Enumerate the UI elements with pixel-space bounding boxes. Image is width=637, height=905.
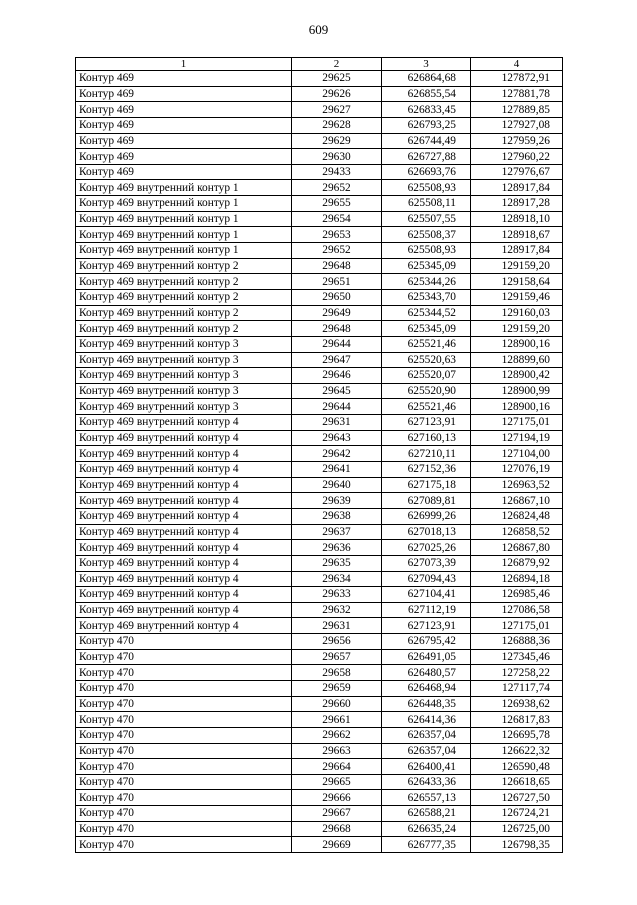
table-row <box>76 696 563 712</box>
x-coordinate-cell: 626793,25 <box>382 117 471 133</box>
contour-name-cell: Контур 469 внутренний контур 3 <box>76 336 292 352</box>
point-number-cell: 29664 <box>292 759 382 775</box>
x-coordinate-cell: 626864,68 <box>382 71 471 87</box>
contour-name-cell: Контур 469 внутренний контур 4 <box>76 587 292 603</box>
coordinates-table <box>75 57 563 853</box>
table-row <box>76 196 563 212</box>
point-number-cell: 29669 <box>292 837 382 853</box>
contour-name-cell: Контур 469 внутренний контур 3 <box>76 383 292 399</box>
x-coordinate-cell: 626999,26 <box>382 508 471 524</box>
y-coordinate-cell: 126798,35 <box>471 837 563 853</box>
contour-name-cell: Контур 469 <box>76 117 292 133</box>
x-coordinate-cell: 627123,91 <box>382 415 471 431</box>
point-number-cell: 29648 <box>292 321 382 337</box>
table-row <box>76 759 563 775</box>
point-number-cell: 29650 <box>292 289 382 305</box>
contour-name-cell: Контур 470 <box>76 743 292 759</box>
contour-name-cell: Контур 469 внутренний контур 1 <box>76 196 292 212</box>
x-coordinate-cell: 625521,46 <box>382 336 471 352</box>
point-number-cell: 29649 <box>292 305 382 321</box>
x-coordinate-cell: 625343,70 <box>382 289 471 305</box>
contour-name-cell: Контур 469 <box>76 71 292 87</box>
point-number-cell: 29652 <box>292 243 382 259</box>
page-number: 609 <box>308 22 329 37</box>
contour-name-cell: Контур 470 <box>76 634 292 650</box>
y-coordinate-cell: 128900,42 <box>471 368 563 384</box>
contour-name-cell: Контур 469 <box>76 133 292 149</box>
y-coordinate-cell: 127959,26 <box>471 133 563 149</box>
y-coordinate-cell: 127175,01 <box>471 415 563 431</box>
x-coordinate-cell: 626491,05 <box>382 649 471 665</box>
table-row <box>76 540 563 556</box>
contour-name-cell: Контур 470 <box>76 712 292 728</box>
x-coordinate-cell: 626727,88 <box>382 149 471 165</box>
y-coordinate-cell: 127175,01 <box>471 618 563 634</box>
contour-name-cell: Контур 469 внутренний контур 4 <box>76 602 292 618</box>
y-coordinate-cell: 129159,46 <box>471 289 563 305</box>
point-number-cell: 29666 <box>292 790 382 806</box>
point-number-cell: 29433 <box>292 164 382 180</box>
table-row <box>76 571 563 587</box>
y-coordinate-cell: 127881,78 <box>471 86 563 102</box>
table-row <box>76 305 563 321</box>
point-number-cell: 29648 <box>292 258 382 274</box>
point-number-cell: 29625 <box>292 71 382 87</box>
point-number-cell: 29647 <box>292 352 382 368</box>
point-number-cell: 29658 <box>292 665 382 681</box>
y-coordinate-cell: 127258,22 <box>471 665 563 681</box>
point-number-cell: 29661 <box>292 712 382 728</box>
table-header <box>76 58 563 71</box>
contour-name-cell: Контур 469 внутренний контур 2 <box>76 321 292 337</box>
contour-name-cell: Контур 469 внутренний контур 1 <box>76 211 292 227</box>
x-coordinate-cell: 627123,91 <box>382 618 471 634</box>
x-coordinate-cell: 626833,45 <box>382 102 471 118</box>
contour-name-cell: Контур 469 внутренний контур 4 <box>76 415 292 431</box>
point-number-cell: 29662 <box>292 727 382 743</box>
x-coordinate-cell: 627160,13 <box>382 430 471 446</box>
point-number-cell: 29637 <box>292 524 382 540</box>
contour-name-cell: Контур 470 <box>76 821 292 837</box>
contour-name-cell: Контур 469 внутренний контур 4 <box>76 571 292 587</box>
table-row <box>76 477 563 493</box>
x-coordinate-cell: 626448,35 <box>382 696 471 712</box>
x-coordinate-cell: 627094,43 <box>382 571 471 587</box>
contour-name-cell: Контур 470 <box>76 727 292 743</box>
contour-name-cell: Контур 470 <box>76 774 292 790</box>
table-row <box>76 727 563 743</box>
contour-name-cell: Контур 469 внутренний контур 4 <box>76 508 292 524</box>
table-row <box>76 274 563 290</box>
point-number-cell: 29633 <box>292 587 382 603</box>
table-row <box>76 446 563 462</box>
y-coordinate-cell: 127960,22 <box>471 149 563 165</box>
point-number-cell: 29639 <box>292 493 382 509</box>
point-number-cell: 29636 <box>292 540 382 556</box>
point-number-cell: 29631 <box>292 415 382 431</box>
table-row <box>76 508 563 524</box>
point-number-cell: 29652 <box>292 180 382 196</box>
point-number-cell: 29631 <box>292 618 382 634</box>
x-coordinate-cell: 626744,49 <box>382 133 471 149</box>
table-row <box>76 430 563 446</box>
x-coordinate-cell: 625520,07 <box>382 368 471 384</box>
contour-name-cell: Контур 469 внутренний контур 4 <box>76 540 292 556</box>
column-header: 4 <box>471 58 563 71</box>
point-number-cell: 29653 <box>292 227 382 243</box>
table-row <box>76 133 563 149</box>
contour-name-cell: Контур 469 <box>76 149 292 165</box>
y-coordinate-cell: 127976,67 <box>471 164 563 180</box>
table-row <box>76 149 563 165</box>
contour-name-cell: Контур 470 <box>76 649 292 665</box>
contour-name-cell: Контур 469 внутренний контур 4 <box>76 555 292 571</box>
table-row <box>76 462 563 478</box>
table-row <box>76 102 563 118</box>
y-coordinate-cell: 126817,83 <box>471 712 563 728</box>
x-coordinate-cell: 626588,21 <box>382 806 471 822</box>
x-coordinate-cell: 626357,04 <box>382 743 471 759</box>
table-row <box>76 837 563 853</box>
contour-name-cell: Контур 470 <box>76 665 292 681</box>
point-number-cell: 29635 <box>292 555 382 571</box>
y-coordinate-cell: 129160,03 <box>471 305 563 321</box>
point-number-cell: 29651 <box>292 274 382 290</box>
x-coordinate-cell: 627210,11 <box>382 446 471 462</box>
point-number-cell: 29663 <box>292 743 382 759</box>
y-coordinate-cell: 126824,48 <box>471 508 563 524</box>
contour-name-cell: Контур 470 <box>76 759 292 775</box>
point-number-cell: 29646 <box>292 368 382 384</box>
table-row <box>76 86 563 102</box>
y-coordinate-cell: 126888,36 <box>471 634 563 650</box>
x-coordinate-cell: 625520,63 <box>382 352 471 368</box>
table-row <box>76 712 563 728</box>
point-number-cell: 29630 <box>292 149 382 165</box>
y-coordinate-cell: 126938,62 <box>471 696 563 712</box>
x-coordinate-cell: 626414,36 <box>382 712 471 728</box>
contour-name-cell: Контур 469 внутренний контур 2 <box>76 289 292 305</box>
x-coordinate-cell: 626635,24 <box>382 821 471 837</box>
table-row <box>76 790 563 806</box>
table-row <box>76 180 563 196</box>
table-row <box>76 821 563 837</box>
table-body <box>76 71 563 853</box>
x-coordinate-cell: 625508,37 <box>382 227 471 243</box>
point-number-cell: 29654 <box>292 211 382 227</box>
point-number-cell: 29641 <box>292 462 382 478</box>
y-coordinate-cell: 126590,48 <box>471 759 563 775</box>
table-row <box>76 227 563 243</box>
contour-name-cell: Контур 470 <box>76 837 292 853</box>
table-row <box>76 117 563 133</box>
contour-name-cell: Контур 469 внутренний контур 3 <box>76 399 292 415</box>
table-row <box>76 399 563 415</box>
y-coordinate-cell: 128917,28 <box>471 196 563 212</box>
x-coordinate-cell: 625508,93 <box>382 180 471 196</box>
point-number-cell: 29643 <box>292 430 382 446</box>
x-coordinate-cell: 625521,46 <box>382 399 471 415</box>
point-number-cell: 29632 <box>292 602 382 618</box>
contour-name-cell: Контур 469 внутренний контур 4 <box>76 493 292 509</box>
x-coordinate-cell: 626693,76 <box>382 164 471 180</box>
point-number-cell: 29657 <box>292 649 382 665</box>
column-header: 2 <box>292 58 382 71</box>
point-number-cell: 29629 <box>292 133 382 149</box>
y-coordinate-cell: 126725,00 <box>471 821 563 837</box>
table-row <box>76 415 563 431</box>
point-number-cell: 29668 <box>292 821 382 837</box>
y-coordinate-cell: 126695,78 <box>471 727 563 743</box>
x-coordinate-cell: 626480,57 <box>382 665 471 681</box>
y-coordinate-cell: 127872,91 <box>471 71 563 87</box>
point-number-cell: 29642 <box>292 446 382 462</box>
x-coordinate-cell: 627089,81 <box>382 493 471 509</box>
x-coordinate-cell: 627112,19 <box>382 602 471 618</box>
contour-name-cell: Контур 469 внутренний контур 4 <box>76 430 292 446</box>
x-coordinate-cell: 627025,26 <box>382 540 471 556</box>
table-row <box>76 352 563 368</box>
y-coordinate-cell: 129159,20 <box>471 321 563 337</box>
y-coordinate-cell: 128917,84 <box>471 180 563 196</box>
contour-name-cell: Контур 469 внутренний контур 4 <box>76 446 292 462</box>
y-coordinate-cell: 129159,20 <box>471 258 563 274</box>
y-coordinate-cell: 127345,46 <box>471 649 563 665</box>
y-coordinate-cell: 126867,80 <box>471 540 563 556</box>
point-number-cell: 29626 <box>292 86 382 102</box>
y-coordinate-cell: 126963,52 <box>471 477 563 493</box>
y-coordinate-cell: 129158,64 <box>471 274 563 290</box>
point-number-cell: 29644 <box>292 399 382 415</box>
x-coordinate-cell: 625520,90 <box>382 383 471 399</box>
y-coordinate-cell: 126727,50 <box>471 790 563 806</box>
table-row <box>76 618 563 634</box>
x-coordinate-cell: 626557,13 <box>382 790 471 806</box>
table-row <box>76 258 563 274</box>
contour-name-cell: Контур 469 внутренний контур 1 <box>76 243 292 259</box>
table-row <box>76 243 563 259</box>
x-coordinate-cell: 625508,93 <box>382 243 471 259</box>
y-coordinate-cell: 127927,08 <box>471 117 563 133</box>
x-coordinate-cell: 626855,54 <box>382 86 471 102</box>
x-coordinate-cell: 627104,41 <box>382 587 471 603</box>
y-coordinate-cell: 127104,00 <box>471 446 563 462</box>
x-coordinate-cell: 626400,41 <box>382 759 471 775</box>
y-coordinate-cell: 128917,84 <box>471 243 563 259</box>
x-coordinate-cell: 625344,52 <box>382 305 471 321</box>
contour-name-cell: Контур 469 внутренний контур 1 <box>76 180 292 196</box>
table-row <box>76 602 563 618</box>
y-coordinate-cell: 126618,65 <box>471 774 563 790</box>
point-number-cell: 29640 <box>292 477 382 493</box>
table-row <box>76 368 563 384</box>
y-coordinate-cell: 128899,60 <box>471 352 563 368</box>
point-number-cell: 29638 <box>292 508 382 524</box>
contour-name-cell: Контур 469 внутренний контур 3 <box>76 352 292 368</box>
contour-name-cell: Контур 469 внутренний контур 2 <box>76 305 292 321</box>
x-coordinate-cell: 625344,26 <box>382 274 471 290</box>
table-row <box>76 587 563 603</box>
y-coordinate-cell: 127117,74 <box>471 680 563 696</box>
contour-name-cell: Контур 469 внутренний контур 3 <box>76 368 292 384</box>
point-number-cell: 29628 <box>292 117 382 133</box>
x-coordinate-cell: 625507,55 <box>382 211 471 227</box>
table-row <box>76 71 563 87</box>
contour-name-cell: Контур 470 <box>76 790 292 806</box>
contour-name-cell: Контур 469 <box>76 164 292 180</box>
x-coordinate-cell: 625345,09 <box>382 258 471 274</box>
column-header: 1 <box>76 58 292 71</box>
contour-name-cell: Контур 470 <box>76 680 292 696</box>
table-row <box>76 649 563 665</box>
x-coordinate-cell: 627152,36 <box>382 462 471 478</box>
table-row <box>76 665 563 681</box>
y-coordinate-cell: 126985,46 <box>471 587 563 603</box>
table-row <box>76 680 563 696</box>
x-coordinate-cell: 626468,94 <box>382 680 471 696</box>
contour-name-cell: Контур 469 внутренний контур 2 <box>76 274 292 290</box>
x-coordinate-cell: 625508,11 <box>382 196 471 212</box>
contour-name-cell: Контур 469 внутренний контур 2 <box>76 258 292 274</box>
point-number-cell: 29667 <box>292 806 382 822</box>
x-coordinate-cell: 626795,42 <box>382 634 471 650</box>
contour-name-cell: Контур 469 внутренний контур 4 <box>76 477 292 493</box>
point-number-cell: 29656 <box>292 634 382 650</box>
column-header: 3 <box>382 58 471 71</box>
y-coordinate-cell: 127194,19 <box>471 430 563 446</box>
contour-name-cell: Контур 470 <box>76 696 292 712</box>
y-coordinate-cell: 126867,10 <box>471 493 563 509</box>
x-coordinate-cell: 627073,39 <box>382 555 471 571</box>
x-coordinate-cell: 627018,13 <box>382 524 471 540</box>
y-coordinate-cell: 128900,99 <box>471 383 563 399</box>
y-coordinate-cell: 127086,58 <box>471 602 563 618</box>
table-row <box>76 321 563 337</box>
table-row <box>76 774 563 790</box>
contour-name-cell: Контур 469 внутренний контур 4 <box>76 524 292 540</box>
table-row <box>76 634 563 650</box>
y-coordinate-cell: 127889,85 <box>471 102 563 118</box>
point-number-cell: 29634 <box>292 571 382 587</box>
y-coordinate-cell: 126879,92 <box>471 555 563 571</box>
table-row <box>76 383 563 399</box>
point-number-cell: 29660 <box>292 696 382 712</box>
y-coordinate-cell: 127076,19 <box>471 462 563 478</box>
point-number-cell: 29659 <box>292 680 382 696</box>
y-coordinate-cell: 128900,16 <box>471 399 563 415</box>
table-row <box>76 743 563 759</box>
x-coordinate-cell: 626433,36 <box>382 774 471 790</box>
contour-name-cell: Контур 469 внутренний контур 1 <box>76 227 292 243</box>
y-coordinate-cell: 126894,18 <box>471 571 563 587</box>
point-number-cell: 29627 <box>292 102 382 118</box>
point-number-cell: 29655 <box>292 196 382 212</box>
table-row <box>76 493 563 509</box>
table-row <box>76 336 563 352</box>
table-row <box>76 806 563 822</box>
table-row <box>76 524 563 540</box>
y-coordinate-cell: 126858,52 <box>471 524 563 540</box>
x-coordinate-cell: 627175,18 <box>382 477 471 493</box>
table-row <box>76 211 563 227</box>
contour-name-cell: Контур 469 внутренний контур 4 <box>76 462 292 478</box>
x-coordinate-cell: 626357,04 <box>382 727 471 743</box>
x-coordinate-cell: 626777,35 <box>382 837 471 853</box>
table-row <box>76 289 563 305</box>
table-row <box>76 555 563 571</box>
y-coordinate-cell: 128918,10 <box>471 211 563 227</box>
y-coordinate-cell: 126622,32 <box>471 743 563 759</box>
point-number-cell: 29645 <box>292 383 382 399</box>
point-number-cell: 29665 <box>292 774 382 790</box>
contour-name-cell: Контур 470 <box>76 806 292 822</box>
table-row <box>76 164 563 180</box>
y-coordinate-cell: 128900,16 <box>471 336 563 352</box>
contour-name-cell: Контур 469 внутренний контур 4 <box>76 618 292 634</box>
x-coordinate-cell: 625345,09 <box>382 321 471 337</box>
y-coordinate-cell: 126724,21 <box>471 806 563 822</box>
y-coordinate-cell: 128918,67 <box>471 227 563 243</box>
contour-name-cell: Контур 469 <box>76 102 292 118</box>
contour-name-cell: Контур 469 <box>76 86 292 102</box>
point-number-cell: 29644 <box>292 336 382 352</box>
